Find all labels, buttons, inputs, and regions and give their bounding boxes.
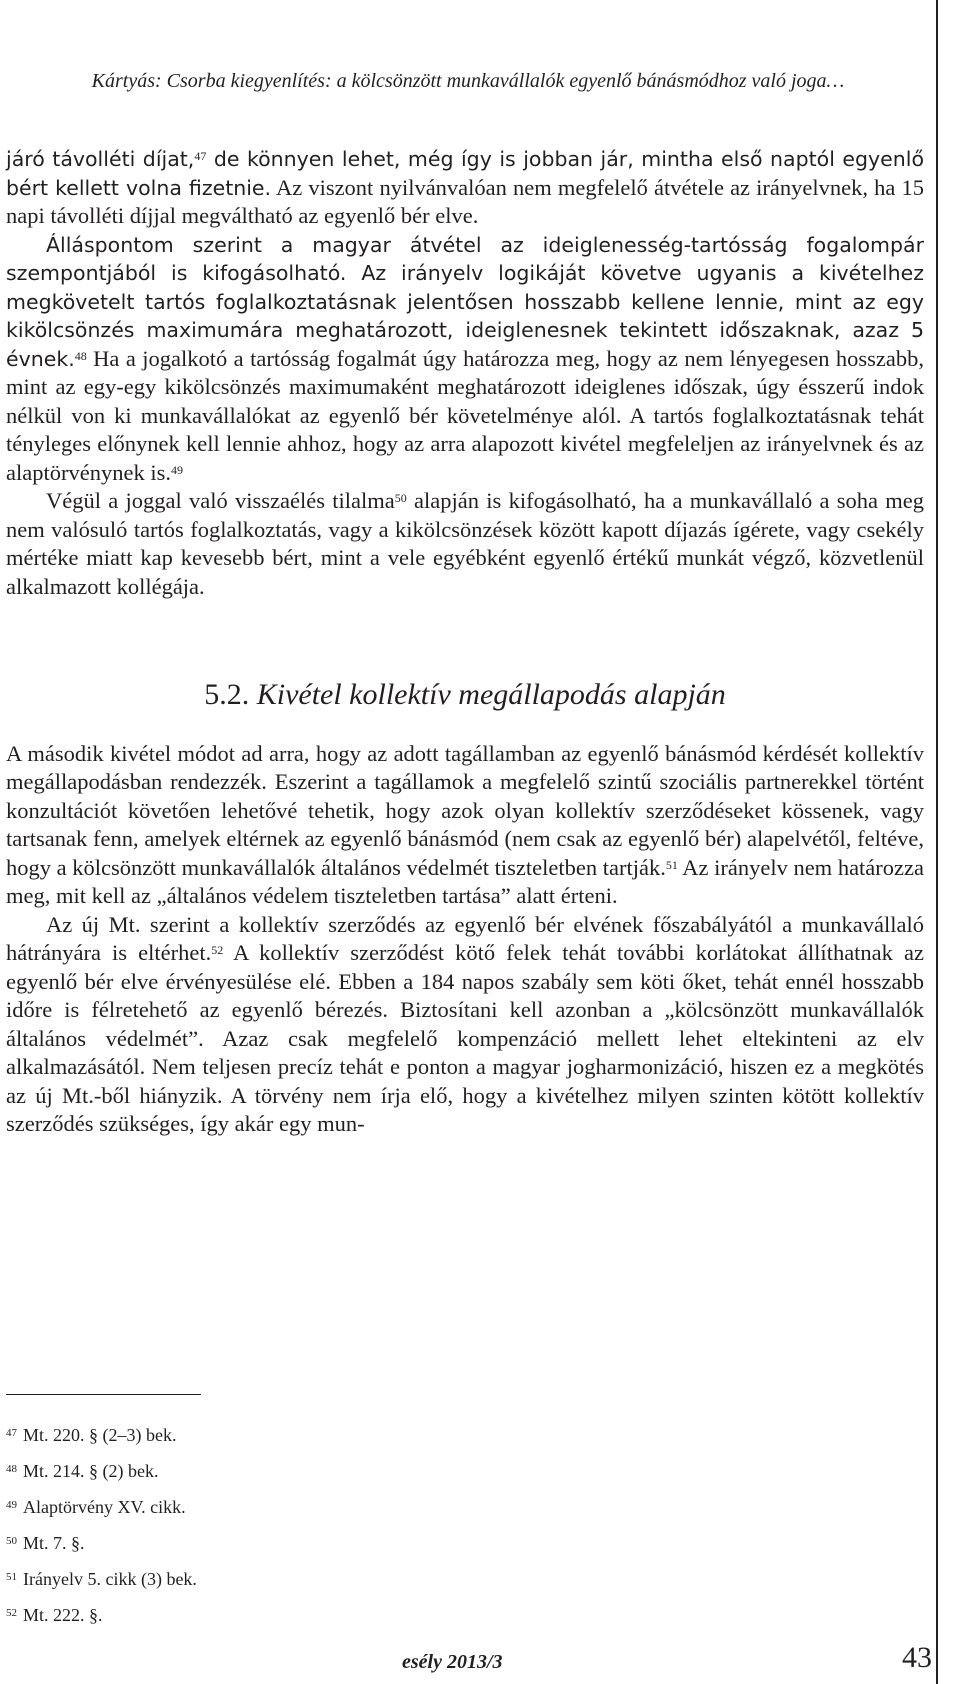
footnote-number: 48 bbox=[6, 1463, 17, 1475]
page-number: 43 bbox=[902, 1641, 932, 1674]
footnote bbox=[6, 1567, 197, 1591]
paragraph bbox=[6, 911, 924, 1139]
footnote-text: Alaptörvény XV. cikk. bbox=[23, 1497, 186, 1517]
footnote-ref: 49 bbox=[170, 462, 183, 477]
text-run: Az irányelv logikáját követve ugyanis a kivételhez megkövetelt tartós foglalkoztatásnak jelentősen hosszabb kellene lennie, mint az egy kikölcsönzés maximumára meghatározott, ideiglenesnek tekintett időszaknak, azaz 5 évnek. bbox=[6, 261, 924, 371]
footnote-number: 51 bbox=[6, 1571, 17, 1583]
text-run: alapján is kifogásolható, ha a munkavállaló a soha meg nem valósuló tartós foglalkoztatás, vagy a kikölcsönzések között kapott díjazás ígérete, vagy csekély mértéke miatt kap kevesebb bért, mint a vele egyébként egyenlő értékű munkát végző, közvetlenül alkalmazott kollégája. bbox=[6, 488, 924, 599]
paragraph bbox=[6, 145, 924, 231]
footnote-ref: 47 bbox=[194, 149, 207, 163]
text-run: Végül a joggal való visszaélés tilalma bbox=[46, 488, 395, 513]
text-run: Az viszont nyilvánvalóan nem megfelelő átvétele az irányelvnek, ha 15 napi távolléti díjjal megváltható az egyenlő bér elve. bbox=[6, 174, 924, 228]
footnote bbox=[6, 1603, 197, 1627]
footnote bbox=[6, 1423, 197, 1447]
section-body-b bbox=[6, 740, 924, 1139]
footnote-text: Irányelv 5. cikk (3) bek. bbox=[23, 1569, 197, 1589]
footnote-ref: 48 bbox=[74, 348, 87, 363]
journal-issue: esély 2013/3 bbox=[402, 1651, 503, 1673]
text-run: A második kivétel módot ad arra, hogy az adott tagállamban az egyenlő bánásmód kérdését kollektív megállapodásban rendezzék. Eszerint a tagállamok a megfelelő szintű szociális partnerekkel történt konzultációt követően lehetővé tehetik, hogy azok olyan kollektív szerződéseket kössenek, vagy tartsanak fenn, amelyek eltérnek az egyenlő bánásmód (nem csak az egyenlő bér) alapelvétől, feltéve, hogy a kölcsönzött munkavállalók általános védelmét tiszteletben tartják. bbox=[6, 740, 924, 880]
section-body-a bbox=[6, 145, 924, 601]
running-head: Kártyás: Csorba kiegyenlítés: a kölcsönzött munkavállalók egyenlő bánásmódhoz való joga… bbox=[91, 70, 845, 92]
footnote-text: Mt. 222. §. bbox=[23, 1605, 103, 1625]
paragraph bbox=[6, 740, 924, 911]
footnote-text: Mt. 214. § (2) bek. bbox=[23, 1461, 159, 1481]
footnote-number: 49 bbox=[6, 1499, 17, 1511]
footnote-ref: 51 bbox=[665, 857, 678, 872]
footnote-ref: 52 bbox=[211, 943, 224, 957]
section-title: Kivétel kollektív megállapodás alapján bbox=[256, 678, 726, 711]
footnote-number: 47 bbox=[6, 1427, 17, 1439]
footnote-number: 52 bbox=[6, 1607, 17, 1619]
text-run: Az új Mt. szerint a kollektív szerződés az egyenlő bér elvének főszabályától a munkavállaló hátrányára is eltérhet. bbox=[6, 911, 924, 965]
margin-rule bbox=[936, 0, 938, 1684]
main-text bbox=[6, 145, 924, 1139]
footnote-text: Mt. 7. §. bbox=[23, 1533, 85, 1553]
footnote bbox=[6, 1495, 197, 1519]
section-heading bbox=[6, 678, 924, 711]
text-run: Ha a jogalkotó a tartósság fogalmát úgy határozza meg, hogy az nem lényegesen hosszabb, mint az egy-egy kikölcsönzés maximumaként meghatározott ideiglenes időszak, úgy ésszerű indok nélkül von ki munkavállalókat az egyenlő bér követelménye alól. A tartós foglalkoztatásnak tehát tényleges előnynek kell lennie ahhoz, hogy az arra alapozott kivétel megfeleljen az irányelvnek és az alaptörvénynek is. bbox=[6, 345, 924, 485]
section-number: 5.2. bbox=[204, 678, 250, 711]
text-run: Álláspontom szerint a magyar átvétel az ideiglenesség-tartósság fogalompár szempontjából is kifogásolható. bbox=[6, 232, 924, 285]
footnote bbox=[6, 1459, 197, 1483]
text-run: járó távolléti díjat, bbox=[6, 147, 195, 171]
footnote-text: Mt. 220. § (2–3) bek. bbox=[23, 1425, 177, 1445]
text-run: Az irányelv nem határozza meg, mit kell az „általános védelem tiszteletben tartása” alatt érteni. bbox=[6, 854, 924, 908]
footnote-number: 50 bbox=[6, 1535, 17, 1547]
paragraph bbox=[6, 487, 924, 601]
text-run: de könnyen lehet, még így is jobban jár, mintha első naptól egyenlő bért kellett volna fizetnie. bbox=[6, 147, 925, 200]
paragraph bbox=[6, 231, 924, 488]
footnote-divider bbox=[6, 1394, 201, 1395]
footnotes bbox=[6, 1423, 197, 1639]
footnote bbox=[6, 1531, 197, 1555]
footnote-ref: 50 bbox=[394, 491, 407, 505]
text-run: A kollektív szerződést kötő felek tehát további korlátokat állíthatnak az egyenlő bér elve érvényesülése elé. Ebben a 184 napos szabály sem köti őket, tehát ennél hosszabb időre is félretehető az egyenlő bérezés. Biztosítani kell azonban a „kölcsönzött munkavállalók általános védelmét”. Azaz csak megfelelő kompenzáció mellett lehet eltekinteni az elv alkalmazásától. Nem teljesen precíz tehát e ponton a magyar jogharmonizáció, hiszen ez a megkötés az új Mt.-ből hiányzik. A törvény nem írja elő, hogy a kivételhez milyen szinten kötött kollektív szerződés szükséges, így akár egy mun- bbox=[6, 940, 924, 1136]
